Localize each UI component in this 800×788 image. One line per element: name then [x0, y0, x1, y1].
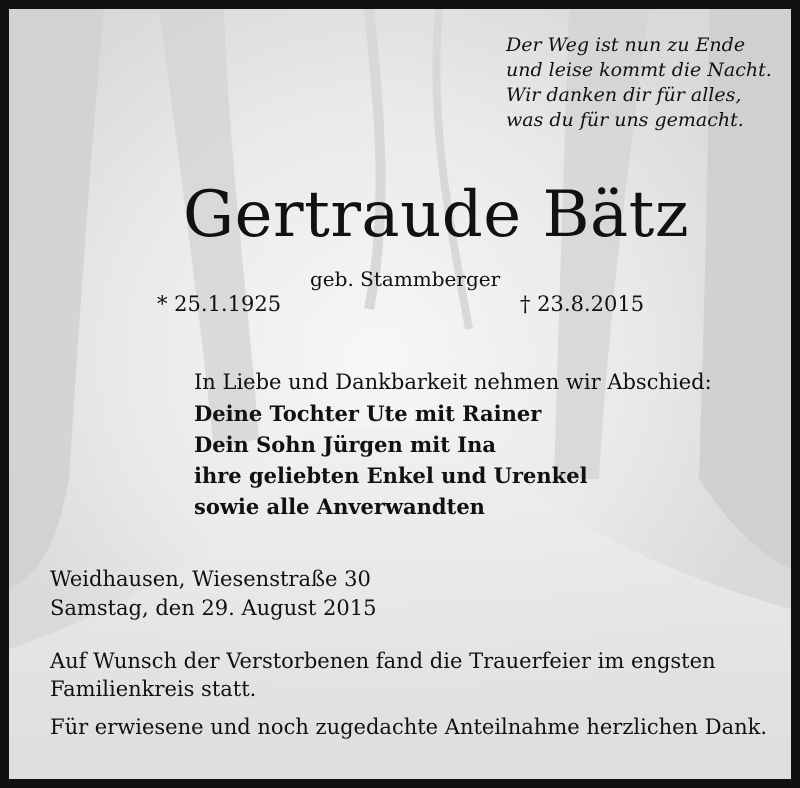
poem-line: und leise kommt die Nacht.: [506, 59, 772, 81]
mourner-line: ihre geliebten Enkel und Urenkel: [194, 463, 588, 488]
birth-date: * 25.1.1925: [157, 292, 282, 316]
date-line: Samstag, den 29. August 2015: [50, 596, 377, 620]
note-line: Familienkreis statt.: [50, 677, 257, 701]
address-line: Weidhausen, Wiesenstraße 30: [50, 567, 371, 591]
mourner-line: Dein Sohn Jürgen mit Ina: [194, 432, 496, 457]
poem-line: Wir danken dir für alles,: [506, 84, 742, 106]
address-block: [50, 565, 376, 623]
maiden-name: geb. Stammberger: [310, 267, 501, 291]
ceremony-note: [50, 647, 716, 703]
note-line: Auf Wunsch der Verstorbenen fand die Trauerfeier im engsten: [50, 649, 716, 673]
poem-line: was du für uns gemacht.: [506, 109, 744, 131]
farewell-block: [194, 367, 712, 522]
mourner-line: Deine Tochter Ute mit Rainer: [194, 401, 542, 426]
farewell-intro: In Liebe und Dankbarkeit nehmen wir Abschied:: [194, 370, 712, 394]
death-date: † 23.8.2015: [520, 292, 645, 316]
mourner-line: sowie alle Anverwandten: [194, 494, 485, 519]
poem-line: Der Weg ist nun zu Ende: [506, 34, 746, 56]
thanks-line: Für erwiesene und noch zugedachte Anteilnahme herzlichen Dank.: [50, 715, 768, 739]
poem: [506, 33, 772, 133]
deceased-name: Gertraude Bätz: [183, 178, 690, 252]
